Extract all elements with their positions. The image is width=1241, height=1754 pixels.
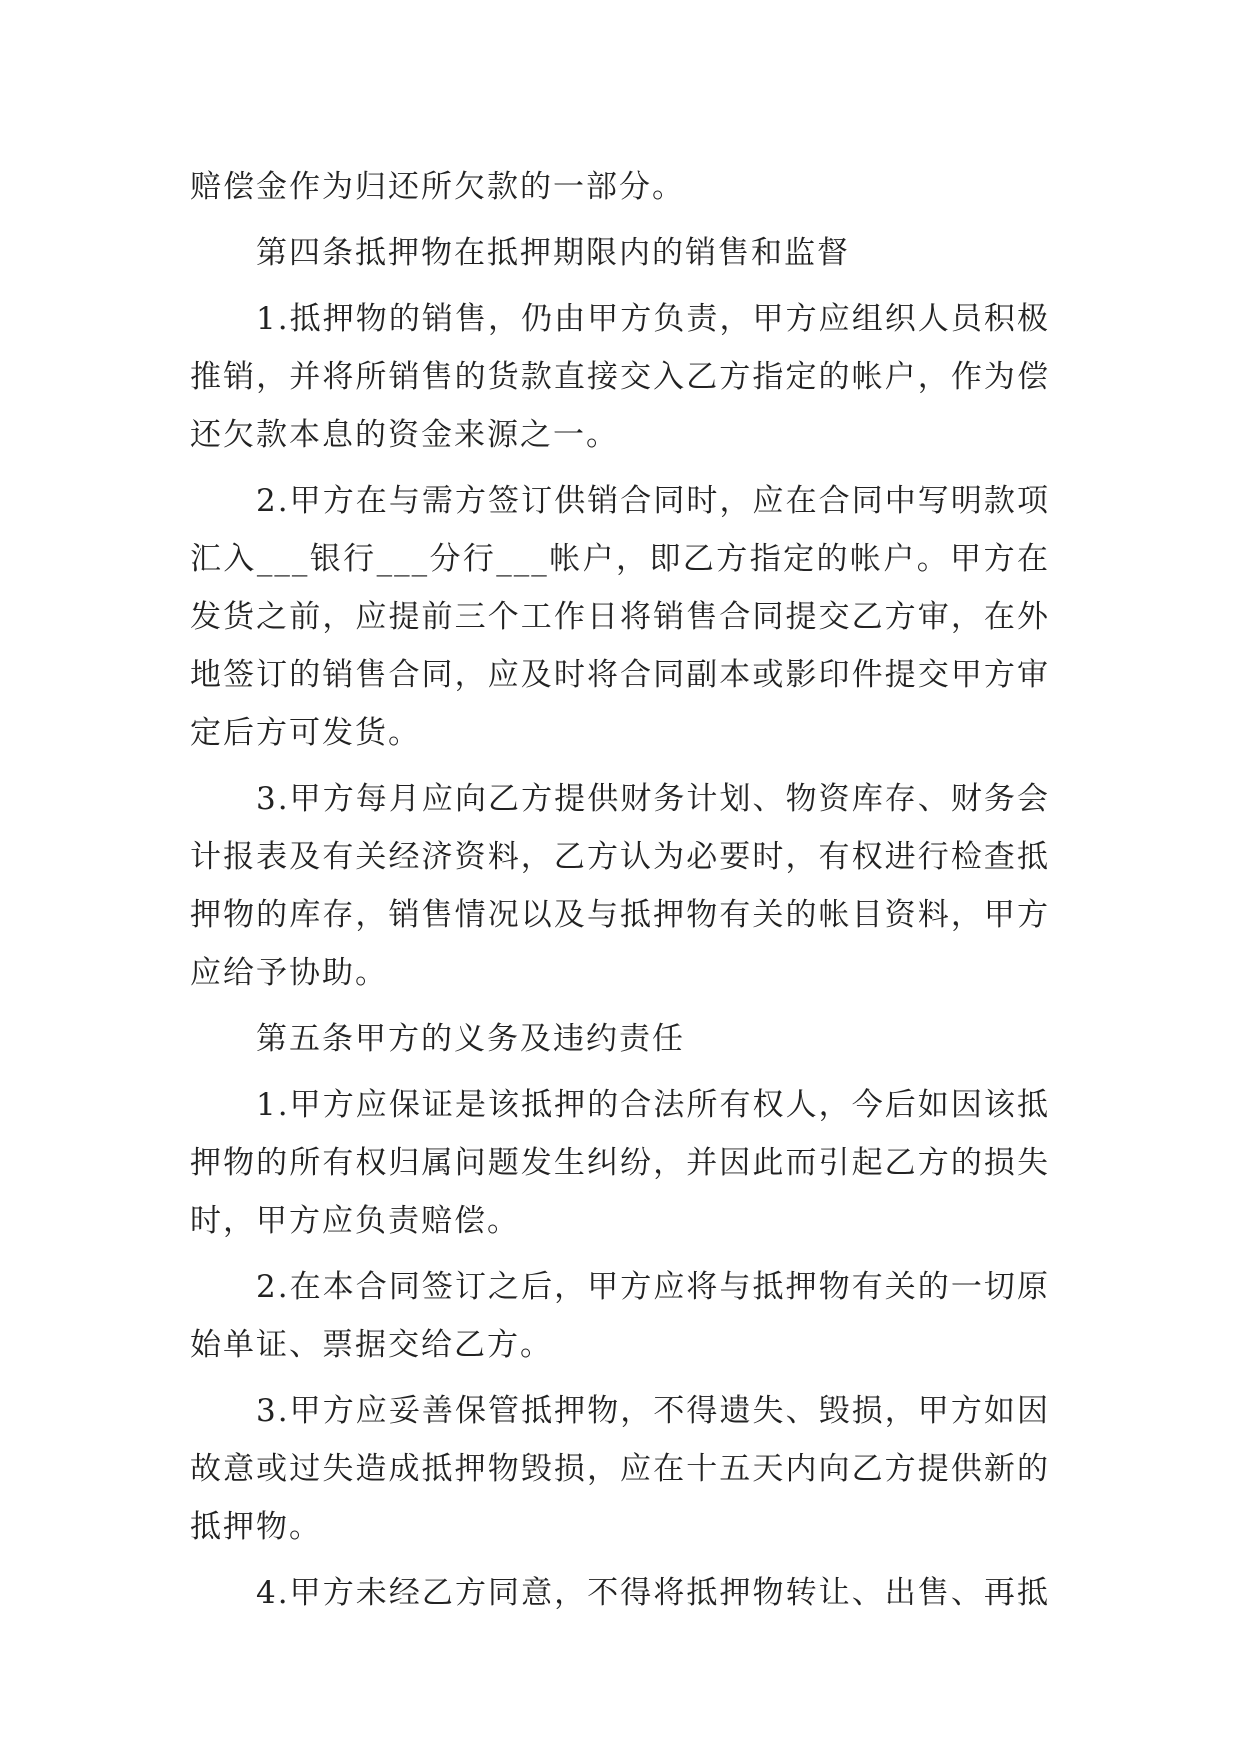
text-line: 还欠款本息的资金来源之一。 [190,417,619,453]
text-line: 3.甲方每月应向乙方提供财务计划、物资库存、财务会 [256,781,1050,817]
clause-5-3 [190,1382,1050,1556]
text-line: 推销，并将所销售的货款直接交入乙方指定的帐户，作为偿 [190,359,1050,395]
text-line: 抵押物。 [190,1509,322,1545]
clause-4-2 [190,472,1050,762]
text-line: 计报表及有关经济资料，乙方认为必要时，有权进行检查抵 [190,839,1050,875]
text-line: 3.甲方应妥善保管抵押物，不得遗失、毁损，甲方如因 [256,1393,1050,1429]
document-body [190,158,1050,1622]
text-line: 1.甲方应保证是该抵押的合法所有权人，今后如因该抵 [256,1087,1050,1123]
text-line: 发货之前，应提前三个工作日将销售合同提交乙方审，在外 [190,599,1050,635]
text-line: 地签订的销售合同，应及时将合同副本或影印件提交甲方审 [190,657,1050,693]
text-line: 赔偿金作为归还所欠款的一部分。 [190,169,685,205]
text-line: 1.抵押物的销售，仍由甲方负责，甲方应组织人员积极 [256,301,1050,337]
text-line: 定后方可发货。 [190,715,421,751]
text-line: 押物的所有权归属问题发生纠纷，并因此而引起乙方的损失 [190,1145,1050,1181]
text-line: 时，甲方应负责赔偿。 [190,1203,520,1239]
clause-4-1 [190,290,1050,464]
text-line: 4.甲方未经乙方同意，不得将抵押物转让、出售、再抵 [256,1575,1050,1611]
text-line: 2.甲方在与需方签订供销合同时，应在合同中写明款项 [256,483,1050,519]
text-line: 第四条抵押物在抵押期限内的销售和监督 [256,235,850,271]
clause-5-1 [190,1076,1050,1250]
text-line: 第五条甲方的义务及违约责任 [256,1021,685,1057]
text-line: 始单证、票据交给乙方。 [190,1327,553,1363]
text-line: 汇入___银行___分行___帐户，即乙方指定的帐户。甲方在 [190,541,1050,577]
text-line: 2.在本合同签订之后，甲方应将与抵押物有关的一切原 [256,1269,1050,1305]
clause-5-4 [190,1564,1050,1622]
section-heading-article-5 [190,1010,1050,1068]
clause-5-2 [190,1258,1050,1374]
text-line: 应给予协助。 [190,955,388,991]
section-heading-article-4 [190,224,1050,282]
text-line: 故意或过失造成抵押物毁损，应在十五天内向乙方提供新的 [190,1451,1050,1487]
text-line: 押物的库存，销售情况以及与抵押物有关的帐目资料，甲方 [190,897,1050,933]
paragraph-continuation [190,158,1050,216]
clause-4-3 [190,770,1050,1002]
